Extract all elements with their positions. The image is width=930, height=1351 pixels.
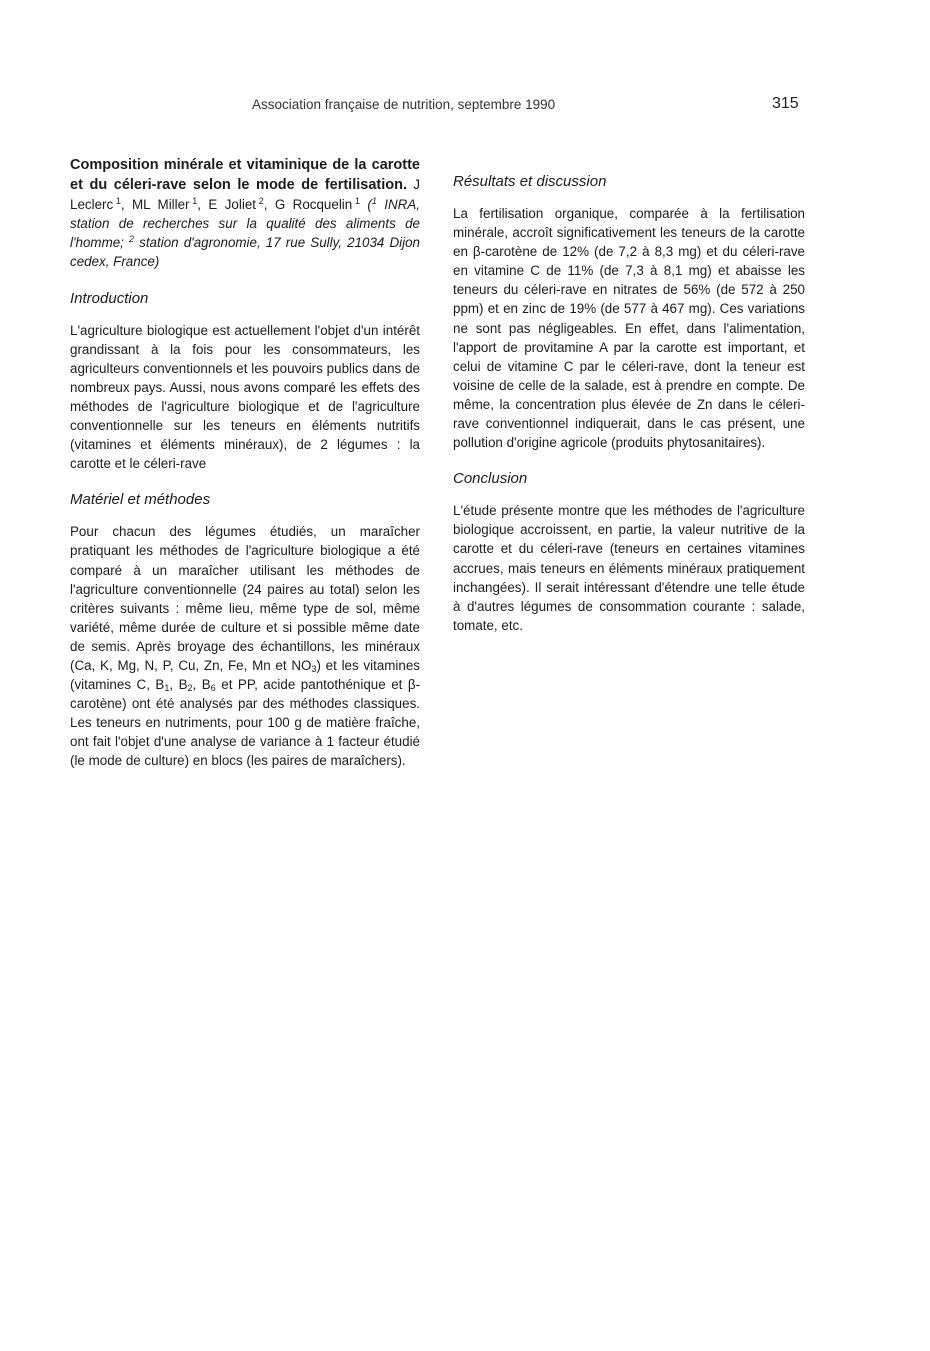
page-number: 315 (772, 95, 799, 112)
author-affil-mark: 2 (258, 196, 264, 207)
article-title: Composition minérale et vitaminique de la carotte et du céleri-rave selon le mode de fertilisation. (70, 157, 420, 194)
author-joliet: E Joliet (208, 197, 256, 213)
conclusion-text: L'étude présente montre que les méthodes de l'agriculture biologique accroissent, en partie, la valeur nutritive de la carotte et du céleri-rave (teneurs en certaines vitamines accrues, mais teneurs en éléments minéraux pratiquement inchangées). Il serait intéressant d'étendre une telle étude à d'autres légumes de consommation courante : salade, tomate, etc. (453, 503, 805, 633)
author-separator: , (197, 197, 209, 213)
subscript: 1 (164, 683, 170, 694)
methods-text-part: et PP, acide pantothénique et β-carotène) ont été analysés par des méthodes classiques. Les teneurs en nutriments, pour 100 g de matière fraîche, ont fait l'objet d'une analyse de variance à 1 facteur étudié (le mode de culture) en blocs (les paires de maraîchers). (70, 677, 421, 769)
methods-text-part: Pour chacun des légumes étudiés, un maraîcher pratiquant les méthodes de l'agriculture biologique a été comparé à un maraîcher utilisant les méthodes de l'agriculture conventionnelle (24 paires au total) selon les critères suivants : même lieu, même type de sol, même variété, même durée de culture et si possible même date de semis. Après broyage des échantillons, les minéraux (Ca, K, Mg, N, P, Cu, Zn, Fe, Mn et NO (70, 524, 420, 673)
methods-text (70, 522, 420, 770)
author-affil-mark: 1 (354, 196, 360, 207)
author-miller: ML Miller (132, 197, 190, 213)
methods-text-part: , B (192, 677, 211, 693)
right-column (453, 155, 805, 635)
results-heading: Résultats et discussion (453, 173, 607, 190)
article-heading (70, 155, 420, 272)
author-separator: , (263, 197, 275, 213)
methods-heading: Matériel et méthodes (70, 491, 211, 509)
subscript: 2 (187, 683, 193, 694)
results-text: La fertilisation organique, comparée à la fertilisation minérale, accroît significativement les teneurs de la carotte en β-carotène de 12% (de 7,2 à 8,3 mg) et du céleri-rave en vitamine C de 11% (de 7,3 à 8,1 mg) et abaisse les teneurs du céleri-rave en nitrates de 56% (de 572 à 250 ppm) et en zinc de 19% (de 577 à 467 mg). Ces variations ne sont pas négligeables. En effet, dans l'alimentation, l'apport de provitamine A par la carotte est important, et celui de vitamine C par le céleri-rave, dont la teneur est voisine de celle de la salade, est à prendre en compte. De même, la concentration plus élevée de Zn dans le céleri-rave conventionnel indiquerait, dans le cas présent, une pollution d'origine agricole (produits phytosanitaires). (453, 206, 805, 451)
author-affil-mark: 1 (115, 196, 121, 207)
subscript: 6 (210, 683, 216, 694)
introduction-text: L'agriculture biologique est actuellement l'objet d'un intérêt grandissant à la fois pour les consommateurs, les agriculteurs conventionnels et les pouvoirs publics dans de nombreux pays. Aussi, nous avons comparé les effets des méthodes de l'agriculture biologique et de l'agriculture conventionnelle sur les teneurs en éléments nutritifs (vitamines et éléments minéraux), de 2 légumes : la carotte et le céleri-rave (70, 322, 420, 472)
affiliation-agronomie: station d'agronomie, 17 rue Sully, 21034 Dijon cedex, France) (70, 235, 420, 270)
author-separator: , (120, 197, 133, 213)
methods-text-part: ) et les vitamines (vitamines C, B (70, 657, 420, 693)
affiliation-mark: 2 (129, 234, 135, 245)
left-column (70, 155, 420, 771)
affiliation-inra: INRA, station de recherches sur la qualité des aliments de l'homme; (70, 197, 420, 251)
running-head: Association française de nutrition, septembre 1990 (252, 97, 556, 112)
author-affil-mark: 1 (192, 196, 198, 207)
affiliation-mark: 1 (371, 196, 377, 207)
conclusion-heading: Conclusion (453, 470, 528, 488)
author-leclerc: J Leclerc (70, 177, 420, 213)
methods-text-part: , B (169, 677, 188, 693)
subscript: 3 (311, 663, 317, 674)
affiliation-open-paren: ( (367, 197, 372, 213)
author-rocquelin: G Rocquelin (274, 197, 353, 213)
introduction-heading: Introduction (70, 289, 149, 307)
